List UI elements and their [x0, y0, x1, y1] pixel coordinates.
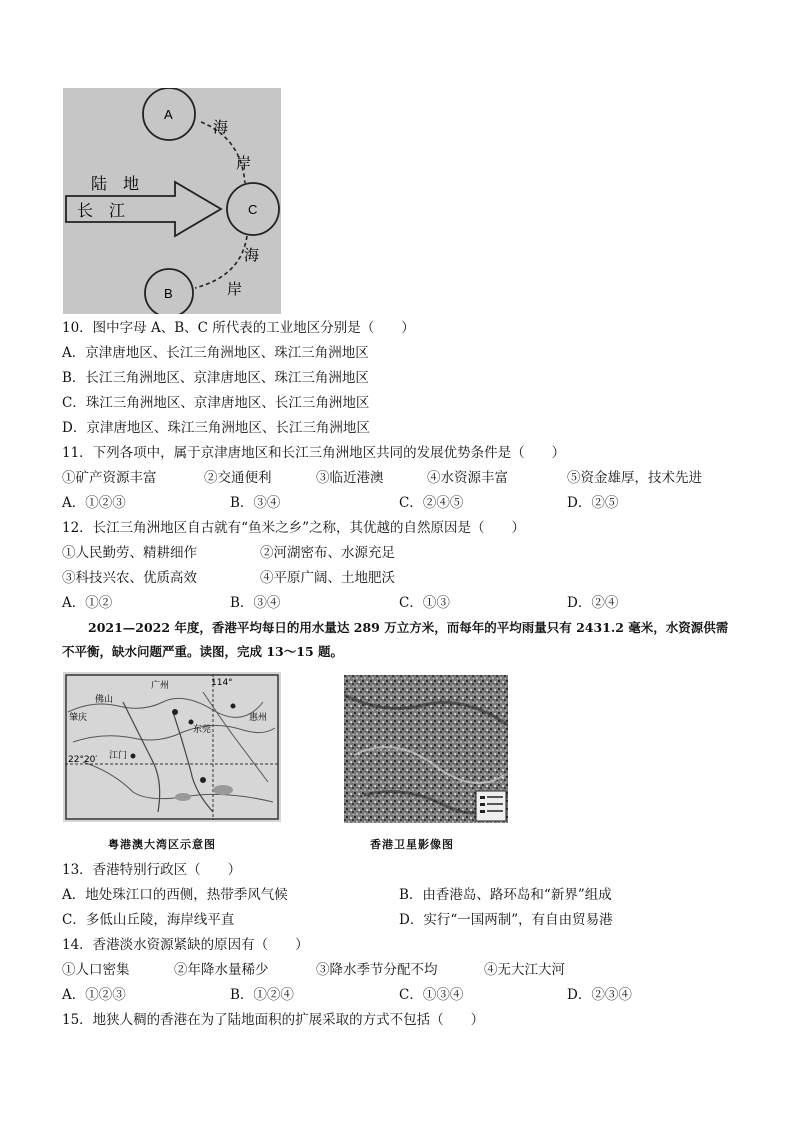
map-label-longitude: 114° [211, 678, 233, 688]
map-label-latitude: 22°20′ [68, 755, 98, 765]
map-label-jiangmen: 江门 [109, 751, 128, 761]
map-caption: 粤港澳大湾区示意图 [108, 838, 216, 851]
q13-option-c: C．多低山丘陵，海岸线平直 [62, 912, 235, 928]
q13-stem: 13．香港特别行政区（ ） [62, 862, 242, 878]
reading-passage: 2021—2022 年度，香港平均每日的用水量达 289 万立方米，而每年的平均雨量只有 2431.2 毫米，水资源供需不平衡，缺水问题严重。读图，完成 13～15 题。 [62, 620, 729, 659]
satellite-graphic [344, 675, 508, 823]
q10-option-c: C．珠江三角洲地区、京津唐地区、长江三角洲地区 [62, 395, 370, 411]
q11-option-a: A．①②③ [62, 495, 126, 511]
q14-statement-1: ①人口密集 [62, 962, 130, 978]
diagram-graphic [63, 88, 281, 314]
q10-stem: 10．图中字母 A、B、C 所代表的工业地区分别是（ ） [62, 320, 415, 336]
q11-option-b: B．③④ [230, 495, 281, 511]
label-coast-top-1: 海 [213, 118, 229, 136]
q12-statement-3: ③科技兴农、优质高效 [62, 570, 197, 586]
q11-statement-5: ⑤资金雄厚，技术先进 [567, 470, 702, 486]
map-label-zhaoqing: 肇庆 [69, 713, 88, 723]
q12-option-c: C．①③ [399, 595, 450, 611]
q13-option-a: A．地处珠江口的西侧，热带季风气候 [62, 887, 288, 903]
q13-option-b: B．由香港岛、路环岛和“新界”组成 [399, 887, 612, 903]
map-label-dongguan: 东莞 [193, 725, 212, 735]
q12-statement-4: ④平原广阔、土地肥沃 [260, 570, 395, 586]
satellite-caption: 香港卫星影像图 [370, 838, 454, 851]
q12-statement-1: ①人民勤劳、精耕细作 [62, 545, 197, 561]
q11-statement-4: ④水资源丰富 [427, 470, 508, 486]
q14-stem: 14．香港淡水资源紧缺的原因有（ ） [62, 937, 309, 953]
q12-statement-2: ②河湖密布、水源充足 [260, 545, 395, 561]
q14-option-a: A．①②③ [62, 987, 126, 1003]
industrial-region-diagram [63, 88, 281, 314]
q14-statement-4: ④无大江大河 [484, 962, 565, 978]
hk-satellite-image [344, 675, 508, 823]
q14-option-d: D．②③④ [567, 987, 632, 1003]
q10-option-d: D．京津唐地区、珠江三角洲地区、长江三角洲地区 [62, 420, 370, 436]
map-label-huizhou: 惠州 [249, 713, 268, 723]
label-land: 陆 地 [91, 174, 140, 193]
q11-option-c: C．②④⑤ [399, 495, 464, 511]
label-a: A [164, 107, 173, 122]
q10-option-a: A．京津唐地区、长江三角洲地区、珠江三角洲地区 [62, 345, 369, 361]
q11-statement-3: ③临近港澳 [316, 470, 384, 486]
label-coast-top-2: 岸 [236, 154, 252, 172]
q13-option-d: D．实行“一国两制”，有自由贸易港 [399, 912, 613, 928]
q11-stem: 11．下列各项中，属于京津唐地区和长江三角洲地区共同的发展优势条件是（ ） [62, 445, 566, 461]
gba-map-graphic [63, 672, 281, 822]
map-label-guangzhou: 广州 [151, 681, 170, 691]
q12-option-a: A．①② [62, 595, 113, 611]
q14-option-b: B．①②④ [230, 987, 294, 1003]
q10-option-b: B．长江三角洲地区、京津唐地区、珠江三角洲地区 [62, 370, 369, 386]
q12-option-b: B．③④ [230, 595, 281, 611]
q11-option-d: D．②⑤ [567, 495, 619, 511]
q12-stem: 12．长江三角洲地区自古就有“鱼米之乡”之称，其优越的自然原因是（ ） [62, 520, 525, 536]
q11-statement-2: ②交通便利 [204, 470, 272, 486]
label-coast-bottom-1: 海 [244, 246, 260, 264]
q15-stem: 15．地狭人稠的香港在为了陆地面积的扩展采取的方式不包括（ ） [62, 1012, 485, 1028]
label-river: 长 江 [77, 201, 126, 220]
label-c: C [248, 202, 258, 217]
q12-option-d: D．②④ [567, 595, 619, 611]
label-coast-bottom-2: 岸 [227, 280, 243, 298]
gba-map [63, 672, 281, 822]
q14-statement-2: ②年降水量稀少 [174, 962, 269, 978]
q11-statement-1: ①矿产资源丰富 [62, 470, 157, 486]
map-label-foshan: 佛山 [95, 695, 114, 705]
q14-option-c: C．①③④ [399, 987, 464, 1003]
q14-statement-3: ③降水季节分配不均 [316, 962, 438, 978]
label-b: B [164, 286, 173, 301]
